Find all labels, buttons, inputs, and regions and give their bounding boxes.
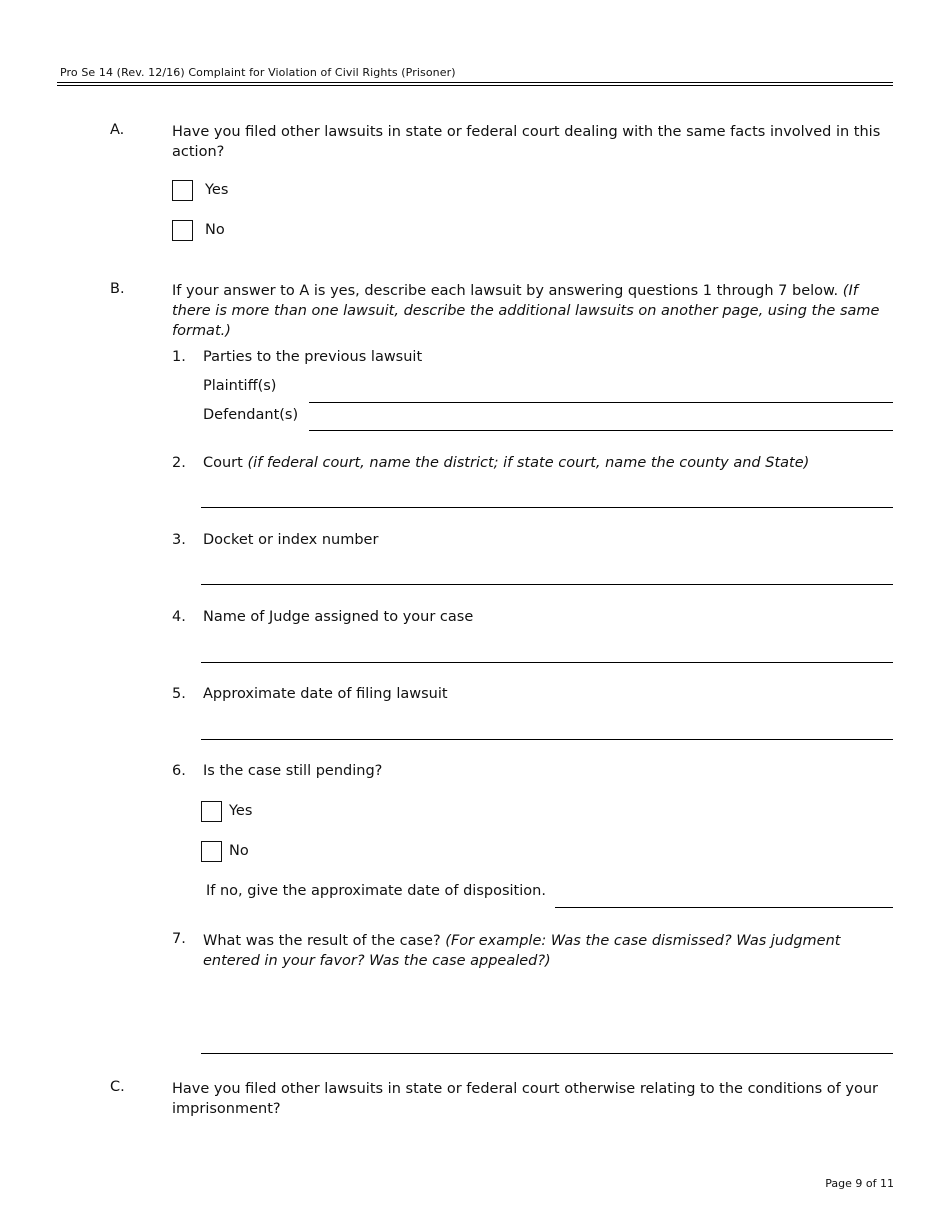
defendant-input-line[interactable] [309, 430, 893, 431]
item-2-note: (if federal court, name the district; if state court, name the county and State) [247, 455, 810, 471]
section-a-question: Have you filed other lawsuits in state or federal court dealing with the same facts involved in this action? [172, 124, 881, 160]
header-rule [57, 82, 893, 83]
item-2-label: Court [203, 455, 243, 471]
disposition-date-input-line[interactable] [555, 907, 893, 908]
disposition-label: If no, give the approximate date of disposition. [206, 883, 546, 899]
item-2-number: 2. [172, 455, 186, 471]
header-rule-double [57, 85, 893, 86]
item-5-number: 5. [172, 686, 186, 702]
plaintiff-input-line[interactable] [309, 402, 893, 403]
item-6-label: Is the case still pending? [203, 763, 383, 779]
section-b-instruction-note: (If there is more than one lawsuit, describe the additional lawsuits on another page, using the same format.) [172, 283, 880, 339]
item-3-label: Docket or index number [203, 532, 379, 548]
pending-no-checkbox[interactable] [201, 841, 222, 862]
docket-input-line[interactable] [201, 584, 893, 585]
page-number: Page 9 of 11 [825, 1177, 894, 1190]
section-a-no-checkbox[interactable] [172, 220, 193, 241]
item-1-number: 1. [172, 349, 186, 365]
form-header: Pro Se 14 (Rev. 12/16) Complaint for Violation of Civil Rights (Prisoner) [60, 66, 456, 79]
section-b-letter: B. [110, 281, 125, 297]
item-2-label-row [203, 455, 809, 471]
section-a-no-label: No [205, 222, 225, 238]
section-b-instruction [172, 281, 887, 341]
item-7-label-row [203, 931, 887, 971]
plaintiff-label: Plaintiff(s) [203, 378, 277, 394]
pending-yes-checkbox[interactable] [201, 801, 222, 822]
item-1-label: Parties to the previous lawsuit [203, 349, 423, 365]
item-3-number: 3. [172, 532, 186, 548]
court-input-line[interactable] [201, 507, 893, 508]
pending-yes-label: Yes [229, 803, 253, 819]
result-input-line[interactable] [201, 1053, 893, 1054]
section-a-yes-label: Yes [205, 182, 229, 198]
section-c-letter: C. [110, 1079, 125, 1095]
item-7-note: (For example: Was the case dismissed? Was judgment entered in your favor? Was the case appealed?) [203, 933, 841, 969]
section-b-instruction-text: If your answer to A is yes, describe each lawsuit by answering questions 1 through 7 below. [172, 283, 839, 299]
section-a-letter: A. [110, 122, 125, 138]
item-7-number: 7. [172, 931, 186, 947]
item-7-label: What was the result of the case? [203, 933, 441, 949]
pending-no-label: No [229, 843, 249, 859]
item-4-number: 4. [172, 609, 186, 625]
judge-input-line[interactable] [201, 662, 893, 663]
filing-date-input-line[interactable] [201, 739, 893, 740]
item-4-label: Name of Judge assigned to your case [203, 609, 474, 625]
defendant-label: Defendant(s) [203, 407, 299, 423]
section-a-yes-checkbox[interactable] [172, 180, 193, 201]
item-5-label: Approximate date of filing lawsuit [203, 686, 448, 702]
item-6-number: 6. [172, 763, 186, 779]
section-c-question: Have you filed other lawsuits in state or federal court otherwise relating to the conditions of your imprisonment? [172, 1081, 878, 1117]
